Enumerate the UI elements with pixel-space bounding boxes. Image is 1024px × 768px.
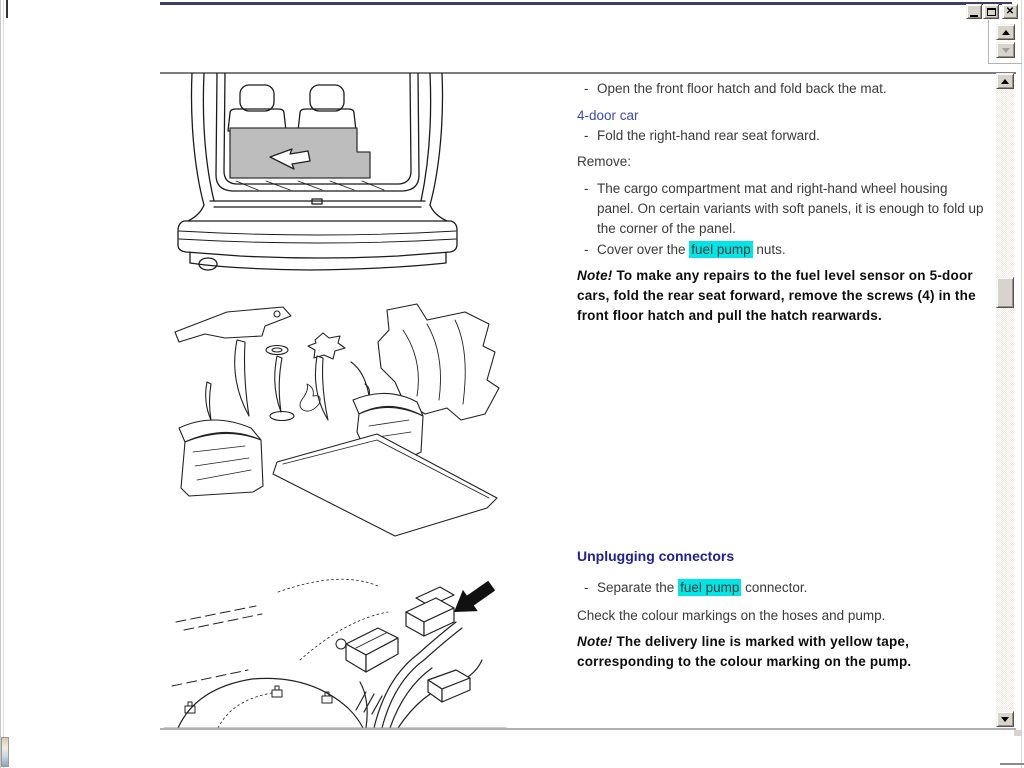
- bullet-dash: -: [584, 128, 589, 143]
- list-item-separate-connector: [577, 578, 985, 598]
- document-text-pane: [577, 0, 987, 768]
- bullet-dash: -: [584, 580, 589, 595]
- chevron-down-icon: [1002, 48, 1010, 53]
- list-item-fold-seat: [577, 126, 985, 146]
- chevron-up-icon: [1001, 79, 1009, 84]
- top-frame-divider-bottom: [988, 63, 1022, 64]
- close-icon: ✕: [1005, 5, 1015, 17]
- note-body: The delivery line is marked with yellow tape, corresponding to the colour marking on the pump.: [577, 634, 912, 669]
- list-item-text: The cargo compartment mat and right-hand wheel housing panel. On certain variants with soft panels, it is enough to fold up the corner of the panel.: [597, 181, 984, 236]
- scroll-up-button[interactable]: [996, 73, 1014, 89]
- search-highlight-fuel-pump: fuel pump: [680, 580, 740, 595]
- list-item-open-hatch: [577, 79, 985, 99]
- bottom-right-frame-line: [1000, 763, 1024, 765]
- list-item-text: [597, 578, 985, 598]
- bullet-dash: -: [584, 181, 589, 196]
- vertical-scrollbar-track[interactable]: [996, 89, 1014, 711]
- illustration-car-rear-cargo: [170, 73, 465, 279]
- right-frame-edge: [1021, 0, 1022, 768]
- text-segment: Separate the: [597, 580, 679, 595]
- list-item-cover-nuts: [577, 240, 985, 260]
- subheading-4-door-car: 4-door car: [577, 108, 639, 123]
- list-item-text: Open the front floor hatch and fold back the mat.: [597, 81, 887, 96]
- list-item-text: Fold the right-hand rear seat forward.: [597, 128, 820, 143]
- search-highlight-fuel-pump: fuel pump: [691, 242, 751, 257]
- bullet-dash: -: [584, 242, 589, 257]
- left-frame-edge: [0, 0, 1, 768]
- paragraph-check-colour: Check the colour markings on the hoses and pump.: [577, 608, 886, 623]
- top-frame-divider: [988, 20, 989, 64]
- note-label: Note!: [577, 268, 613, 283]
- scrollbar-corner: [1014, 730, 1022, 736]
- text-segment: nuts.: [752, 242, 786, 257]
- list-item-text: [597, 240, 985, 260]
- chevron-down-icon: [1001, 717, 1009, 722]
- note-fuel-level-sensor: [577, 266, 981, 326]
- close-button[interactable]: [1002, 4, 1018, 19]
- text-segment: Cover over the: [597, 242, 690, 257]
- text-segment: connector.: [741, 580, 808, 595]
- vertical-scrollbar-thumb[interactable]: [996, 277, 1014, 308]
- top-frame-scroll-down-button[interactable]: [996, 42, 1015, 58]
- scroll-down-button[interactable]: [996, 711, 1014, 727]
- illustration-fuel-pump-connectors: [160, 560, 510, 728]
- text-caret: [6, 0, 8, 18]
- bullet-dash: -: [584, 81, 589, 96]
- paragraph-remove: Remove:: [577, 154, 632, 169]
- note-delivery-line: [577, 632, 981, 672]
- heading-unplugging-connectors: Unplugging connectors: [577, 548, 735, 564]
- illustration-cargo-panels-exploded: [165, 300, 505, 545]
- top-frame-scroll-up-button[interactable]: [996, 24, 1015, 40]
- note-label: Note!: [577, 634, 613, 649]
- list-item-cargo-mat: [577, 179, 985, 239]
- background-window-fragment: [1, 737, 9, 767]
- left-frame-edge-inner: [3, 0, 4, 768]
- note-body: To make any repairs to the fuel level sensor on 5-door cars, fold the rear seat forward, remove the screws (4) in the front floor hatch and pull the hatch rearwards.: [577, 268, 976, 323]
- maximize-icon: [987, 8, 996, 16]
- chevron-up-icon: [1002, 30, 1010, 35]
